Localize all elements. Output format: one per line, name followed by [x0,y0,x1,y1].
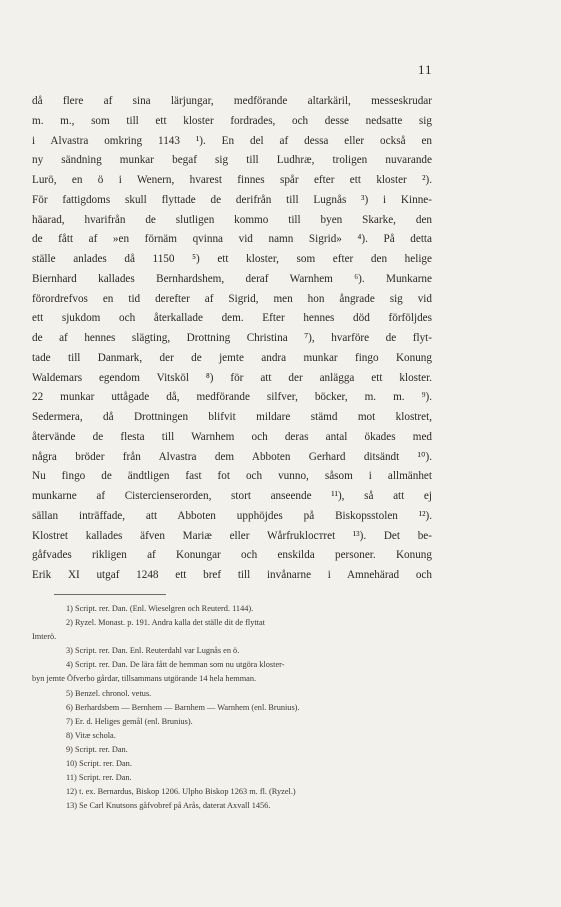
footnote: 12) t. ex. Bernardus, Biskop 1206. Ulpho Biskop 1263 m. fl. (Ryzel.) [66,787,296,797]
text-line: m. m., som till ett kloster fordrades, och desse nedsatte sig [32,114,432,127]
footnote: 1) Script. rer. Dan. (Enl. Wieselgren och Reuterd. 1144). [66,604,254,613]
text-line: munkarne af Cistercienserorden, stort anseende ¹¹), så att ej [32,490,432,502]
text-line: sällan inträffade, att Abboten upphöjdes på Biskopsstolen ¹²). [32,509,432,522]
text-line: ett sjukdom och återkallade dem. Efter hennes död förföljdes [32,312,432,325]
footnote: Imterö. [32,632,57,642]
text-line: Erik XI utgaf 1248 ett bref till invånarne i Amnehärad och [32,569,432,581]
footnote: 11) Script. rer. Dan. [66,773,132,783]
text-line: Biernhard kallades Bernhardshem, deraf Warnhem ⁶). Munkarne [32,272,432,285]
text-line: Sedermera, då Drottningen blifvit mildare stämd mot klostret, [32,411,432,423]
footnote: 10) Script. rer. Dan. [66,759,132,769]
text-line: de af hennes slägting, Drottning Christina ⁷), hvarföre de flyt- [32,332,432,344]
footnote: 7) Er. d. Heliges gemål (enl. Brunius). [66,716,193,726]
text-line: ställe anlades då 1150 ⁵) ett kloster, som efter den helige [32,253,432,265]
page-number: 11 [418,62,433,77]
footnote: 8) Vitæ schola. [66,730,116,740]
footnote: 5) Benzel. chronol. vetus. [66,688,152,698]
footnote: byn jemte Öfverbo gårdar, tillsammans utgörande 14 hela hemman. [32,674,257,684]
text-line: Klostret kallades äfven Mariæ eller Wårfrukloстret ¹³). Det be- [32,529,432,542]
text-line: då flere af sina lärjungar, medförande altarkäril, messeskrudar [32,95,432,107]
text-line: tade till Danmark, der de jemte andra munkar fingo Konung [32,351,432,364]
text-line: förordrefvos en tid derefter af Sigrid, men hon ångrade sig vid [32,292,432,305]
text-line: 22 munkar uttågade då, medförande silfver, böcker, m. m. ⁹). [32,391,432,404]
text-line: Waldemars egendom Vitsköl ⁸) för att der anlägga ett kloster. [32,371,432,384]
footnote: 13) Se Carl Knutsons gåfvobref på Arås, daterat Axvall 1456. [66,801,271,811]
text-line: återvände de flesta till Warnhem och deras antal ökades med [32,430,432,443]
text-line: Nu fingo de ändtligen fast fot och vunno, såsom i allmänhet [32,470,432,483]
body-text [32,92,432,586]
footnote: 3) Script. rer. Dan. Enl. Reuterdahl var Lugnås en ö. [66,646,240,656]
text-line: de fått af »en förnäm qvinna vid namn Sigrid» ⁴). På detta [32,233,432,246]
text-line: några bröder från Alvastra dem Abboten Gerhard ditsändt ¹⁰). [32,450,432,463]
footnotes [32,602,432,813]
footnote: 9) Script. rer. Dan. [66,744,128,754]
footnote: 2) Ryzel. Monast. p. 191. Andra kalla det ställe dit de flyttat [66,618,265,628]
text-line: Lurö, en ö i Wenern, hvarest finnes spår efter ett kloster ²). [32,174,432,186]
text-line: i Alvastra omkring 1143 ¹). En del af dessa eller också en [32,134,432,147]
footnote: 6) Berhardsbem — Bernhem — Barnhem — Warnhem (enl. Brunius). [66,702,300,712]
text-line: För fattigdoms skull flyttade de derifrån till Lugnås ³) i Kinne- [32,193,432,206]
text-line: ny sändning munkar begaf sig till Ludhræ, troligen nuvarande [32,154,432,167]
footnote-divider [54,594,166,595]
text-line: häarad, hvarifrån de slutligen kommo till byen Skarke, den [32,213,432,226]
footnote: 4) Script. rer. Dan. De lära fått de hemman som nu utgöra kloster- [66,660,285,670]
text-line: gåfvades rikligen af Konungar och enskilda personer. Konung [32,549,432,562]
